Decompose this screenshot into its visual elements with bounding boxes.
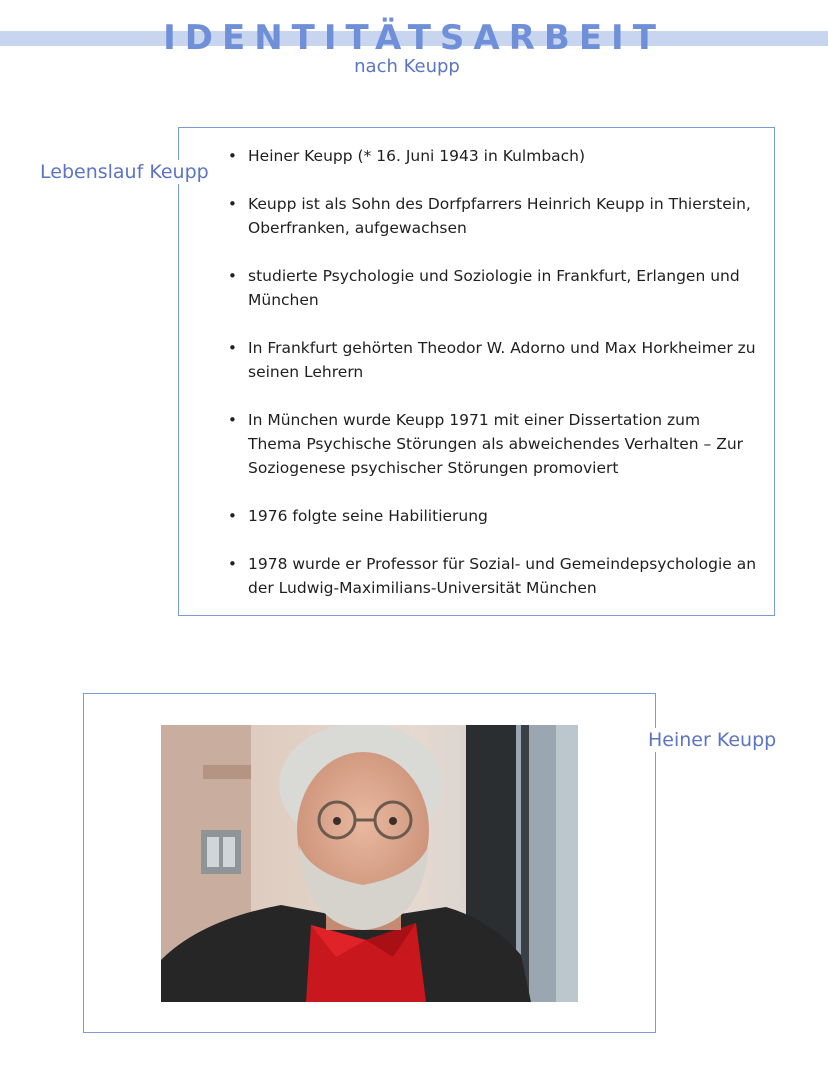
bio-list-item <box>228 408 758 480</box>
bullet-icon: • <box>228 507 237 525</box>
bio-item-text: 1976 folgte seine Habilitierung <box>248 507 488 525</box>
bullet-icon: • <box>228 147 237 165</box>
bio-item-text: In München wurde Keupp 1971 mit einer Dissertation zum Thema Psychische Störungen als abweichendes Verhalten – Zur Soziogenese psychischer Störungen promoviert <box>248 411 744 477</box>
portrait-photo <box>161 725 578 1002</box>
bullet-icon: • <box>228 555 237 573</box>
page-title: IDENTITÄTSARBEIT <box>163 18 665 58</box>
bio-list-item <box>228 552 758 600</box>
bio-list-item <box>228 192 758 240</box>
bio-list <box>228 144 758 624</box>
bio-item-text: studierte Psychologie und Soziologie in Frankfurt, Erlangen und München <box>248 267 740 309</box>
bio-list-item <box>228 336 758 384</box>
bullet-icon: • <box>228 339 237 357</box>
bio-item-text: In Frankfurt gehörten Theodor W. Adorno und Max Horkheimer zu seinen Lehrern <box>248 339 756 381</box>
bio-item-text: 1978 wurde er Professor für Sozial- und Gemeindepsychologie an der Ludwig-Maximilians-Universität München <box>248 555 757 597</box>
bullet-icon: • <box>228 267 237 285</box>
bullet-icon: • <box>228 411 237 429</box>
bio-section-label: Lebenslauf Keupp <box>40 161 209 183</box>
photo-section-label: Heiner Keupp <box>648 729 777 751</box>
portrait-illustration <box>161 725 578 1002</box>
bio-list-item <box>228 264 758 312</box>
bullet-icon: • <box>228 195 237 213</box>
bio-list-item <box>228 504 758 528</box>
page-subtitle: nach Keupp <box>354 56 460 77</box>
bio-item-text: Keupp ist als Sohn des Dorfpfarrers Heinrich Keupp in Thierstein, Oberfranken, aufgewachsen <box>248 195 751 237</box>
bio-list-item <box>228 144 758 168</box>
bio-item-text: Heiner Keupp (* 16. Juni 1943 in Kulmbach) <box>248 147 586 165</box>
